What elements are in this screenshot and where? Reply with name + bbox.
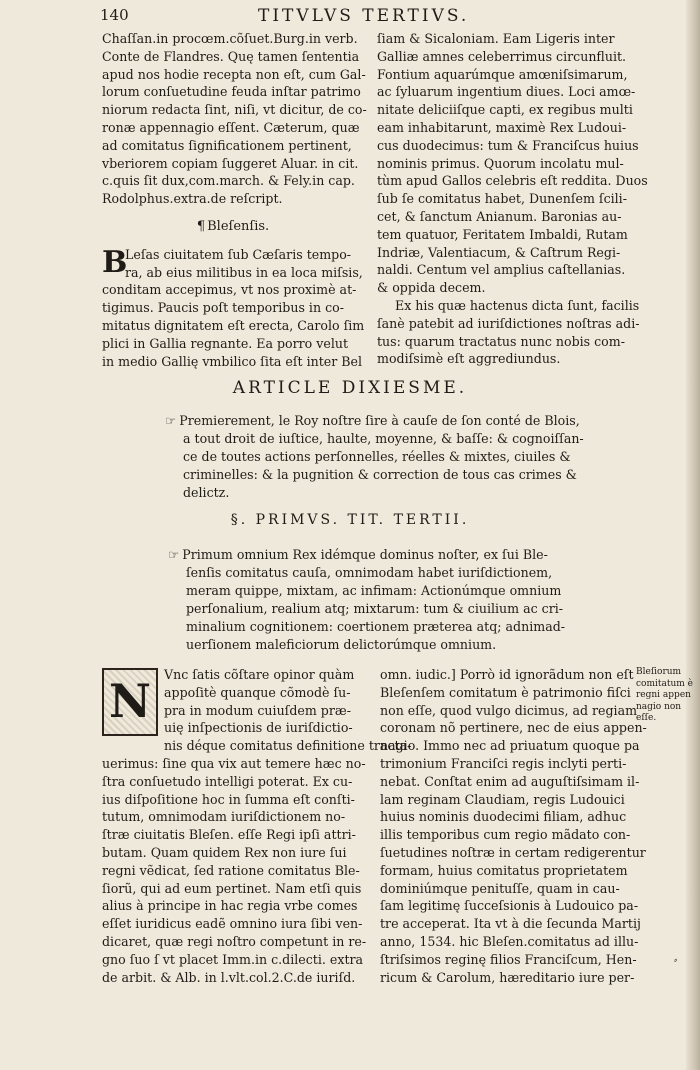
text-line: coronam nõ pertinere, nec de eius appen- — [380, 720, 647, 736]
text-line: butam. Quam quidem Rex non iure ſui — [102, 844, 347, 860]
text-line: modiſsimè eſt aggrediundus. — [377, 351, 561, 367]
text-line: dominiúmque penituſſe, quam in cau- — [380, 880, 620, 896]
text-line: Conte de Flandres. Quę tamen ſententia — [102, 48, 360, 64]
text-line: a tout droit de iuſtice, haulte, moyenne, & baſſe: & cognoiſſan- — [183, 431, 584, 446]
catchword-mark: ⸗ — [674, 955, 678, 966]
right-column-bottom — [380, 666, 647, 986]
text-line: eſſet iuridicus eadẽ omnino iura ſibi ven- — [102, 916, 363, 932]
text-line: plici in Gallia regnante. Ea porro velut — [102, 335, 349, 351]
text-line: ſam legitimę ſucceſsionis à Ludouico pa- — [380, 898, 639, 914]
text-line: ſiorũ, qui ad eum pertinet. Nam etſi quis — [102, 880, 362, 896]
page-edge — [686, 0, 700, 1070]
text-line: pra in modum cuiuſdem præ- — [164, 702, 351, 718]
text-line: non eſſe, quod vulgo dicimus, ad regiam — [380, 702, 638, 718]
text-line: apud nos hodie recepta non eſt, cum Gal- — [102, 66, 366, 82]
text-line: ad comitatus ſignificationem pertinent, — [102, 137, 352, 153]
text-line: nebat. Conſtat enim ad auguſtiſsimam il- — [380, 773, 640, 789]
text-line: gno ſuo ſ vt placet Imm.in c.dilecti. extra — [102, 951, 364, 967]
text-line: ſenſis comitatus cauſa, omnimodam habet iuriſdictionem, — [186, 565, 553, 580]
marginal-note — [636, 667, 694, 725]
text-line: nitate deliciiſque capti, ex regibus multi — [377, 102, 633, 118]
text-line: naldi. Centum vel amplius caſtellanias. — [377, 262, 626, 278]
text-line: Bleſenſem comitatum è patrimonio fiſci — [380, 684, 631, 700]
text-line: tre acceperat. Ita vt à die ſecunda Martij — [380, 916, 641, 932]
text-line: conditam accepimus, vt nos proximè at- — [102, 282, 357, 298]
text-line: criminelles: & la pugnition & correction de tous cas crimes & — [183, 467, 577, 482]
text-line: Galliæ amnes celeberrimus circunfluit. — [377, 48, 627, 64]
left-column-bottom — [102, 666, 412, 986]
text-line: ronæ appennagio eſſent. Cæterum, quæ — [102, 119, 360, 135]
text-line: uię inſpectionis de iuriſdictio- — [164, 720, 353, 736]
text-line: ſtriſsimos reginę filios Franciſcum, Hen- — [380, 951, 637, 967]
text-line: & oppida decem. — [377, 280, 486, 296]
text-line: delictz. — [183, 485, 230, 500]
text-line: Premierement, le Roy noſtre ſire à cauſe de ſon conté de Blois, — [179, 413, 580, 428]
text-line: ſub ſe comitatus habet, Dunenſem ſcili- — [377, 191, 627, 207]
marginal-line: eſſe. — [636, 713, 657, 723]
heading-text: Bleſenſis. — [207, 218, 270, 234]
running-head: TITVLVS TERTIVS. — [258, 6, 470, 26]
text-line: Ex his quæ hactenus dicta ſunt, facilis — [395, 297, 640, 313]
text-line: Rodolphus.extra.de reſcript. — [102, 191, 283, 207]
dropcap-b: B — [102, 244, 128, 280]
text-line: mitatus dignitatem eſt erecta, Carolo ſim — [102, 317, 365, 333]
text-line: niorum redacta ſint, niſi, vt dicitur, de co- — [102, 102, 367, 118]
text-line: ac ſyluarum ingentium diues. Loci amœ- — [377, 84, 636, 100]
text-line: ce de toutes actions perſonnelles, réelles & mixtes, ciuiles & — [183, 449, 571, 464]
text-line: tus: quarum tractatus nunc nobis com- — [377, 333, 625, 349]
latin-section-text — [168, 546, 588, 654]
text-line: ſanè patebit ad iuriſdictiones noſtras adi- — [377, 315, 640, 331]
text-line: Leſas ciuitatem ſub Cæſaris tempo- — [125, 246, 352, 262]
text-line: dicaret, quæ regi noſtro competunt in re- — [102, 933, 367, 949]
text-line: Primum omnium Rex idémque dominus noſter, ex ſui Ble- — [182, 547, 548, 562]
text-line: tigimus. Paucis poſt temporibus in co- — [102, 300, 344, 316]
text-line: ſtræ ciuitatis Bleſen. eſſe Regi ipſi attri- — [102, 827, 356, 843]
article-title: ARTICLE DIXIESME. — [232, 378, 468, 398]
text-line: Vnc ſatis cõſtare opinor quàm — [164, 667, 355, 682]
manicule-icon: ☞ — [168, 547, 180, 562]
text-line: eam inhabitarunt, maximè Rex Ludoui- — [377, 119, 627, 135]
text-line: Chaſſan.in procœm.cõſuet.Burg.in verb. — [102, 31, 358, 46]
text-line: illis temporibus cum regio mãdato con- — [380, 827, 631, 843]
text-line: formam, huius comitatus proprietatem — [380, 862, 628, 878]
text-line: nis déque comitatus definitione tracta- — [164, 738, 412, 754]
blesensis-heading — [102, 218, 364, 236]
text-line: de arbit. & Alb. in l.vlt.col.2.C.de iuriſd. — [102, 969, 356, 985]
text-line: anno, 1534. hic Bleſen.comitatus ad illu- — [380, 933, 639, 949]
manicule-icon: ☞ — [165, 413, 177, 428]
text-line: cus duodecimus: tum & Franciſcus huius — [377, 137, 639, 153]
text-line: uerſionem maleficiorum delictorúmque omnium. — [186, 637, 497, 652]
text-line: Indriæ, Valentiacum, & Caſtrum Regi- — [377, 244, 621, 260]
text-line: ricum & Carolum, hæreditario iure per- — [380, 969, 635, 985]
marginal-line: comitatum è — [636, 678, 693, 689]
text-line: cet, & ſanctum Anianum. Baronias au- — [377, 208, 622, 224]
text-line: ius diſpoſitione hoc in ſumma eſt conſti- — [102, 791, 355, 807]
marginal-line: regni appen — [636, 690, 691, 700]
text-line: huius nominis duodecimi filiam, adhuc — [380, 809, 627, 825]
section-title: §. PRIMVS. TIT. TERTII. — [230, 512, 470, 528]
text-line: ſiam & Sicaloniam. Eam Ligeris inter — [377, 31, 615, 46]
text-line: nagio. Immo nec ad priuatum quoque pa — [380, 738, 640, 754]
text-line: alius à principe in hac regia vrbe comes — [102, 898, 358, 914]
text-line: ſtra conſuetudo intelligi poterat. Ex cu- — [102, 773, 353, 789]
text-line: in medio Gallię vmbilico ſita eſt inter Bel — [102, 353, 363, 369]
text-line: vberiorem copiam ſuggeret Aluar. in cit. — [102, 155, 359, 171]
text-line: lam reginam Claudiam, regis Ludouici — [380, 791, 625, 807]
text-line: uerimus: ſine qua vix aut temere hæc no- — [102, 755, 366, 771]
text-line: tùm apud Gallos celebris eſt reddita. Duos — [377, 173, 648, 189]
text-line: appoſitè quanque cõmodè ſu- — [164, 684, 351, 700]
page-number: 140 — [100, 6, 129, 24]
pilcrow-icon: ¶ — [196, 218, 206, 234]
text-line: Fontium aquarúmque amœniſsimarum, — [377, 66, 628, 82]
text-line: regni vẽdicat, ſed ratione comitatus Ble- — [102, 862, 360, 878]
text-line: meram quippe, mixtam, ac infimam: Actionúmque omnium — [186, 583, 562, 598]
text-line: nominis primus. Quorum incolatu mul- — [377, 155, 624, 171]
text-line: lorum conſuetudine feuda inſtar patrimo — [102, 84, 361, 100]
blesensis-paragraph — [102, 246, 364, 371]
text-line: c.quis ſit dux,com.march. & Fely.in cap. — [102, 173, 355, 189]
marginal-line: nagio non — [636, 701, 682, 712]
text-line: tutum, omnimodam iuriſdictionem no- — [102, 809, 346, 825]
text-line: omn. iudic.] Porrò id ignorãdum non eſt — [380, 667, 634, 682]
marginal-line: Bleſiorum — [636, 667, 682, 677]
left-column-top — [102, 30, 367, 370]
french-article-text — [165, 412, 585, 502]
right-column-top — [377, 30, 648, 368]
text-line: ſuetudines noſtræ in certam redigerentur — [380, 844, 646, 860]
text-line: minalium cognitionem: coertionem præterea atq; adnimad- — [186, 619, 566, 634]
text-line: perſonalium, realium atq; mixtarum: tum & ciuilium ac cri- — [186, 601, 564, 616]
text-line: trimonium Franciſci regis inclyti perti- — [380, 755, 627, 771]
text-line: ra, ab eius militibus in ea loca miſsis, — [125, 264, 363, 280]
dropcap-n: N — [102, 668, 158, 736]
text-line: tem quatuor, Feritatem Imbaldi, Rutam — [377, 226, 628, 242]
